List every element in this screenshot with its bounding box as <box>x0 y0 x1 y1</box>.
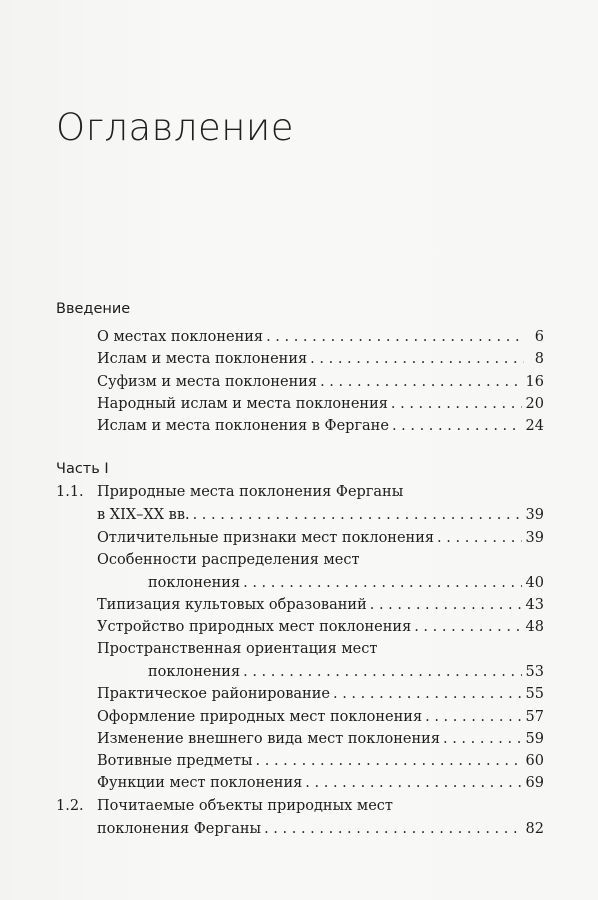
toc-entry-label: Устройство природных мест поклонения <box>97 619 412 635</box>
toc-entry[interactable] <box>97 683 544 705</box>
dot-leader <box>392 415 522 437</box>
section-title-line: Природные места поклонения Ферганы <box>97 484 404 500</box>
toc-entry[interactable] <box>97 504 544 526</box>
dot-leader <box>333 683 522 705</box>
toc-entry-page: 57 <box>525 709 544 725</box>
toc-entry-label: поклонения <box>148 664 241 680</box>
toc-entry[interactable] <box>148 572 544 594</box>
toc-entry[interactable] <box>148 661 544 683</box>
toc-entry[interactable] <box>97 750 544 772</box>
toc-entry-page: 43 <box>525 597 544 613</box>
toc-entry[interactable] <box>97 527 544 549</box>
dot-leader <box>443 728 522 750</box>
toc-entry-label: Изменение внешнего вида мест поклонения <box>97 731 440 747</box>
dot-leader <box>264 818 521 840</box>
toc-entry[interactable] <box>97 706 544 728</box>
dot-leader <box>320 371 521 393</box>
toc-entry[interactable] <box>97 348 544 370</box>
dot-leader <box>437 527 522 549</box>
toc-entry-page: 6 <box>534 329 544 345</box>
toc-entry-label: поклонения Ферганы <box>97 821 262 837</box>
section-number: 1.2. <box>56 798 84 814</box>
toc-entry-page: 60 <box>525 753 544 769</box>
toc-entry[interactable] <box>97 728 544 750</box>
toc-entry-label: Практическое районирование <box>97 686 330 702</box>
dot-leader <box>425 706 521 728</box>
dot-leader <box>310 348 524 370</box>
toc-entry[interactable] <box>97 393 544 415</box>
dot-leader <box>193 504 522 526</box>
toc-entry-page: 39 <box>525 507 544 523</box>
page-title: Оглавление <box>56 106 295 149</box>
toc-entry-page: 69 <box>525 775 544 791</box>
toc-entry-label: Отличительные признаки мест поклонения <box>97 530 435 546</box>
dot-leader <box>266 326 524 348</box>
section-title-line: Почитаемые объекты природных мест <box>97 798 393 814</box>
introduction-heading: Введение <box>56 301 131 317</box>
toc-entry-page: 20 <box>525 396 544 412</box>
toc-entry-label: Типизация культовых образований <box>97 597 367 613</box>
toc-entry-page: 40 <box>525 575 544 591</box>
toc-entry-page: 82 <box>525 821 544 837</box>
toc-entry-label: Вотивные предметы <box>97 753 253 769</box>
toc-entry-page: 48 <box>525 619 544 635</box>
toc-entry[interactable] <box>97 326 544 348</box>
dot-leader <box>414 616 521 638</box>
toc-entry-label-line: Особенности распределения мест <box>97 552 360 568</box>
toc-entry-label: Ислам и места поклонения в Фергане <box>97 418 389 434</box>
toc-entry-label: Оформление природных мест поклонения <box>97 709 423 725</box>
dot-leader <box>243 572 521 594</box>
toc-entry[interactable] <box>97 818 544 840</box>
toc-entry-page: 16 <box>525 374 544 390</box>
toc-entry[interactable] <box>97 371 544 393</box>
toc-entry-label: Функции мест поклонения <box>97 775 303 791</box>
dot-leader <box>391 393 522 415</box>
part-heading: Часть I <box>56 461 109 477</box>
dot-leader <box>243 661 521 683</box>
toc-entry-label: в XIX–XX вв. <box>97 507 190 523</box>
dot-leader <box>256 750 522 772</box>
toc-entry-page: 59 <box>525 731 544 747</box>
toc-entry-page: 39 <box>525 530 544 546</box>
toc-entry[interactable] <box>97 415 544 437</box>
toc-entry-page: 8 <box>534 351 544 367</box>
toc-entry-page: 55 <box>525 686 544 702</box>
toc-entry-page: 24 <box>525 418 544 434</box>
toc-entry[interactable] <box>97 616 544 638</box>
dot-leader <box>305 772 521 794</box>
toc-entry-label-line: Пространственная ориентация мест <box>97 641 378 657</box>
toc-entry-label: Народный ислам и места поклонения <box>97 396 388 412</box>
dot-leader <box>370 594 522 616</box>
toc-entry-label: О местах поклонения <box>97 329 264 345</box>
toc-entry[interactable] <box>97 772 544 794</box>
section-number: 1.1. <box>56 484 84 500</box>
toc-entry-label: Ислам и места поклонения <box>97 351 308 367</box>
toc-entry-label: Суфизм и места поклонения <box>97 374 318 390</box>
toc-entry-label: поклонения <box>148 575 241 591</box>
toc-entry[interactable] <box>97 594 544 616</box>
toc-entry-page: 53 <box>525 664 544 680</box>
